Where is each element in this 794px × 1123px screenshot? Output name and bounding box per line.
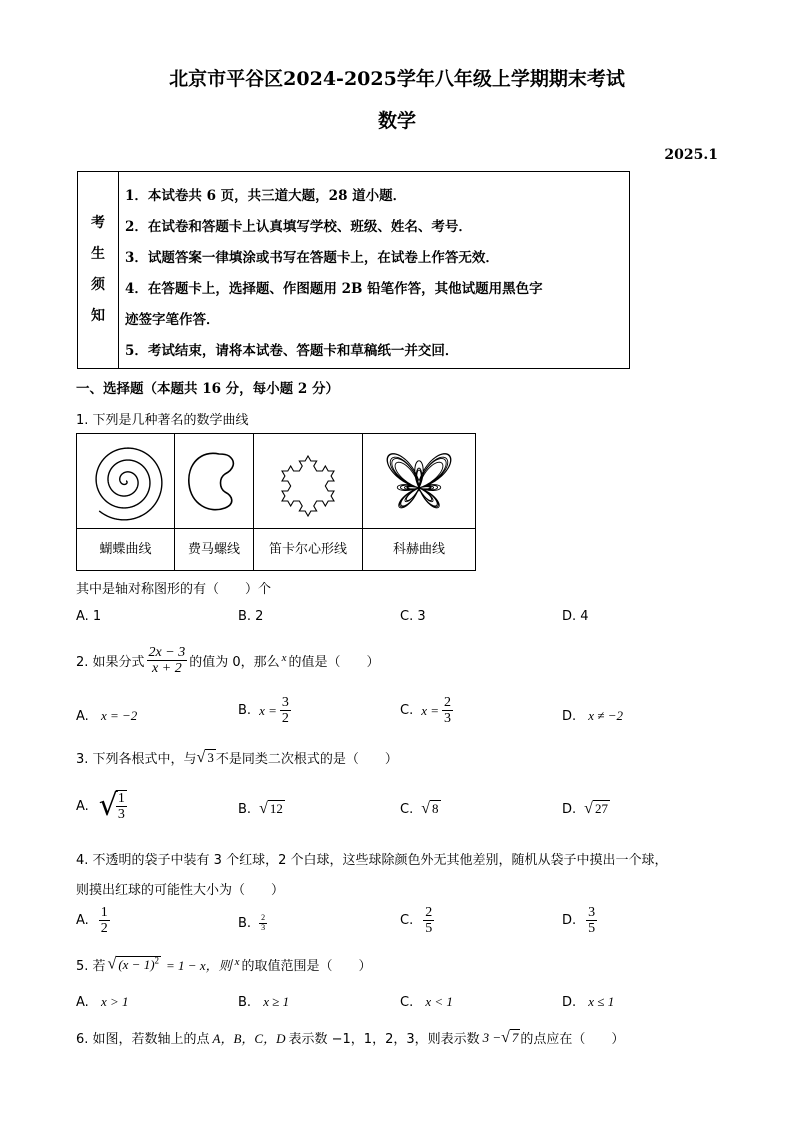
root-value: (x − 1) [118,956,155,972]
q2-option-c-frac [442,695,453,727]
q2-option-d [562,708,623,724]
frac-num: 3 [588,905,596,920]
notice-items [119,172,630,369]
q6-stem-text: 6. 如图，若数轴上的点 [76,1032,210,1047]
frac-num: 3 [281,695,289,710]
q3-stem-text: 不是同类二次根式的是（ ） [215,752,398,767]
q2-option-c [400,695,453,727]
notice-item: 1．本试卷共 6 页，共三道大题，28 道小题． [125,188,407,204]
root-exponent: 2 [154,955,160,966]
frac-num: 1 [100,905,108,920]
q3-option-b: B. √ 12 [238,800,283,817]
option-letter: C. [400,703,414,719]
frac-den: 5 [588,921,596,937]
q2-variable: x [281,651,287,664]
q2-stem [76,645,380,677]
q2-frac-den: x + 2 [152,661,182,677]
curve-label: 蝴蝶曲线 [99,542,152,557]
q2-fraction [147,645,188,677]
q2-option-a [76,708,137,724]
option-letter: A. [76,709,89,724]
q6-points: A，B，C，D [212,1031,286,1046]
q6-stem-text: 的点应在（ ） [520,1032,625,1047]
q3-option-c: C. √ 8 [400,800,439,817]
frac-den: 2 [281,711,289,727]
q4-option-a [76,905,110,937]
curve-table [76,433,476,571]
q4-option-d-frac [586,905,597,937]
q4-stem-line1: 4. 不透明的袋子中装有 3 个红球，2 个白球，这些球除颜色外无其他差别，随机从袋子中摸出一个球， [76,853,668,868]
curve-label: 费马螺线 [187,542,240,557]
q3-option-a: A. √ $\frac{1}{3}$ [76,788,125,824]
option-letter: A. [76,913,89,929]
q5-root: √ $(x - 1)^2$ [107,955,160,973]
option-letter: C. [400,995,414,1010]
q5-option-value: x < 1 [425,994,453,1009]
q5-option-d [562,994,614,1010]
notice-item: 迹签字笔作答． [125,312,220,328]
frac-num: 1 [117,791,125,806]
q5-stem [76,955,372,974]
q1-option-d: D. 4 [562,609,589,624]
q5-stem-text: 的取值范围是（ ） [241,959,372,974]
q4-option-c-frac [423,905,434,937]
q3-option-a-frac [116,790,127,823]
frac-den: 3 [261,922,266,932]
q5-option-a [76,994,128,1010]
root-value: 7 [511,1029,519,1045]
q5-option-value: x > 1 [100,994,129,1009]
koch-curve-image [258,444,358,524]
q6-stem [76,1028,624,1047]
root-value: 3 [207,749,214,765]
option-letter: A. [76,798,89,814]
q2-option-c-lhs: x = [421,702,440,718]
notice-item: 3．试题答案一律填涂或书写在答题卡上，在试卷上作答无效． [125,250,499,266]
option-letter: D. [562,709,577,724]
q2-stem-text: 的值是（ ） [288,655,380,671]
option-letter: D. [562,913,577,929]
frac-den: 3 [117,807,125,823]
frac-den: 3 [444,711,452,727]
q4-option-b-frac [259,914,267,933]
q2-stem-text: 2. 如果分式 [76,655,145,671]
q1-option-b: B. 2 [238,609,264,624]
q6-root: √ 7 [501,1028,519,1046]
notice-item: 5．考试结束，请将本试卷、答题卡和草稿纸一并交回． [125,343,459,359]
exam-title: 北京市平谷区2024-2025学年八年级上学期期末考试 [169,68,625,90]
notice-box [77,171,630,369]
notice-label-char: 考 [91,215,105,231]
frac-num: 2 [425,905,433,920]
notice-label-char: 生 [91,246,105,262]
q2-option-d-value: x ≠ −2 [588,708,623,723]
frac-den: 5 [425,921,433,937]
q5-stem-eq: = 1 − x，则 [166,958,232,973]
butterfly-curve-image [367,438,471,526]
option-letter: B. [238,995,252,1010]
option-letter: B. [238,801,252,817]
root-value: 12 [269,801,283,816]
q4-option-b [238,914,267,933]
spiral-curve-image [83,438,169,524]
q2-option-b-lhs: x = [259,702,277,718]
option-letter: D. [562,801,577,817]
option-letter: D. [562,995,577,1010]
q1-option-a: A. 1 [76,609,102,624]
fermat-curve-image [179,442,249,522]
exam-subject: 数学 [377,110,416,132]
section-heading: 一、选择题（本题共 16 分，每小题 2 分） [76,381,339,397]
root-value: 27 [594,801,608,816]
option-letter: B. [238,915,252,931]
notice-label-char: 知 [91,308,105,324]
q4-option-a-frac [99,905,110,937]
notice-item: 4．在答题卡上，选择题、作图题用 2B 铅笔作答，其他试题用黑色字 [125,281,543,297]
option-letter: C. [400,913,414,929]
option-letter: C. [400,801,414,817]
q4-option-d [562,905,597,937]
notice-label [78,172,119,369]
option-letter: B. [238,703,252,719]
q2-option-b-frac [280,695,291,727]
notice-item: 2．在试卷和答题卡上认真填写学校、班级、姓名、考号． [125,219,472,235]
q3-option-d: D. √ 27 [562,800,608,817]
q5-variable: x [234,955,240,968]
q2-option-b [238,695,291,727]
q5-option-value: x ≥ 1 [263,994,290,1009]
q6-expr: 3 − [482,1029,502,1045]
q3-stem-root: √ 3 [196,748,214,766]
q5-stem-text: 5. 若 [76,959,106,974]
option-letter: A. [76,995,89,1010]
q5-option-b [238,994,289,1010]
frac-num: 2 [261,913,266,922]
curve-label: 笛卡尔心形线 [268,542,347,557]
q4-stem-line2: 则摸出红球的可能性大小为（ ） [76,883,285,898]
curve-label: 科赫曲线 [392,542,445,557]
q2-stem-text: 的值为 0，那么 [189,655,280,671]
frac-den: 2 [100,921,108,937]
q6-stem-text: 表示数 −1，1，2，3，则表示数 [288,1032,480,1047]
q1-follow: 其中是轴对称图形的有（ ）个 [76,582,272,597]
notice-label-char: 须 [91,277,105,293]
q1-stem: 1. 下列是几种著名的数学曲线 [76,413,249,428]
q3-stem [76,748,398,767]
q5-option-c [400,994,453,1010]
q5-option-value: x ≤ 1 [588,994,615,1009]
frac-num: 2 [444,695,452,710]
root-value: 8 [432,801,439,816]
q3-stem-text: 3. 下列各根式中，与 [76,752,197,767]
q1-option-c: C. 3 [400,609,426,624]
q4-option-c [400,905,434,937]
exam-date: 2025.1 [664,147,718,163]
q2-option-a-value: x = −2 [100,708,138,723]
q2-frac-num: 2x − 3 [148,645,186,660]
